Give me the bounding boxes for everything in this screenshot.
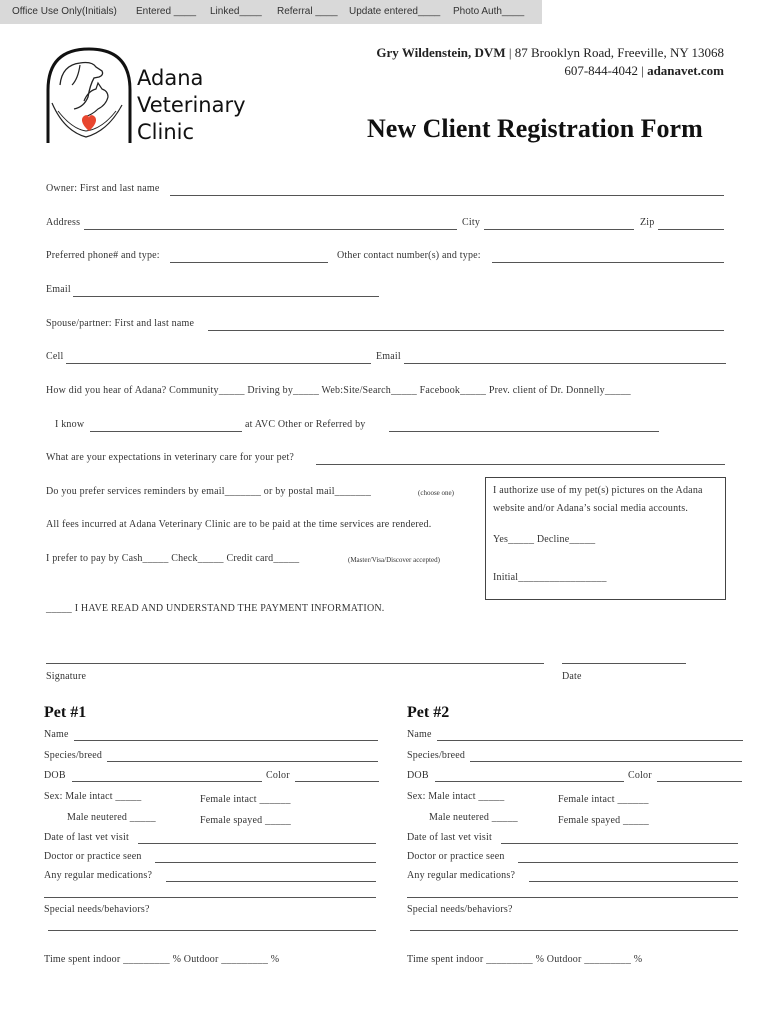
office-use-bar: [0, 0, 542, 24]
city-label: City: [462, 217, 481, 228]
pet-2-name-label: Name: [407, 729, 432, 740]
signature-label: Signature: [46, 671, 87, 682]
pet-1-last-visit-label: Date of last vet visit: [44, 832, 129, 843]
pet-2-female-spayed[interactable]: Female spayed _____: [558, 815, 650, 826]
pet-1-female-intact[interactable]: Female intact ______: [200, 794, 291, 805]
spouse-label: Spouse/partner: First and last name: [46, 318, 195, 329]
payment-preference[interactable]: I prefer to pay by Cash_____ Check_____ Credit card_____: [46, 553, 300, 564]
pet-1-time-spent[interactable]: Time spent indoor _________ % Outdoor _________ %: [44, 954, 280, 965]
pet-2-dob-label: DOB: [407, 770, 429, 781]
phone-label: Preferred phone# and type:: [46, 250, 160, 261]
pet-1-last-visit-field[interactable]: [138, 843, 376, 844]
logo-text-veterinary: Veterinary: [137, 93, 246, 117]
pet-2-meds-field[interactable]: [529, 881, 738, 882]
office-referral[interactable]: Referral ____: [277, 6, 338, 17]
expectations-label: What are your expectations in veterinary care for your pet?: [46, 452, 295, 463]
pet-1-special-field[interactable]: [48, 930, 376, 931]
cell-label: Cell: [46, 351, 64, 362]
clinic-address: | 87 Brooklyn Road, Freeville, NY 13068: [505, 45, 724, 60]
authorization-text-line2: website and/or Adana’s social media accounts.: [493, 503, 689, 514]
email-label: Email: [46, 284, 71, 295]
pet-1-male-intact[interactable]: Sex: Male intact _____: [44, 791, 142, 802]
pet-1-species-label: Species/breed: [44, 750, 103, 761]
pet-2-male-intact[interactable]: Sex: Male intact _____: [407, 791, 505, 802]
pet-1-dob-field[interactable]: [72, 781, 262, 782]
pet-2-last-visit-label: Date of last vet visit: [407, 832, 492, 843]
pet-2-female-intact[interactable]: Female intact ______: [558, 794, 649, 805]
logo-text-clinic: Clinic: [137, 120, 195, 144]
expectations-field[interactable]: [316, 464, 725, 465]
pet-2-last-visit-field[interactable]: [501, 843, 738, 844]
signature-field[interactable]: [46, 663, 544, 664]
pet-1-color-field[interactable]: [295, 781, 379, 782]
pet-1-special-label: Special needs/behaviors?: [44, 904, 150, 915]
pet-1-female-spayed[interactable]: Female spayed _____: [200, 815, 292, 826]
spouse-email-label: Email: [376, 351, 401, 362]
pet-1-dob-label: DOB: [44, 770, 66, 781]
fees-notice: All fees incurred at Adana Veterinary Clinic are to be paid at the time services are rendered.: [46, 519, 432, 530]
yes-decline-options[interactable]: Yes_____ Decline_____: [493, 534, 596, 545]
pet-2-title: Pet #2: [407, 704, 450, 721]
pet-1-doctor-field[interactable]: [155, 862, 376, 863]
owner-name-label: Owner: First and last name: [46, 183, 160, 194]
clinic-website: adanavet.com: [647, 63, 724, 78]
office-update-entered[interactable]: Update entered____: [349, 6, 441, 17]
logo-text-adana: Adana: [137, 66, 204, 90]
zip-field[interactable]: [658, 229, 724, 230]
zip-label: Zip: [640, 217, 655, 228]
clinic-logo: [44, 45, 134, 145]
pet-2-species-field[interactable]: [470, 761, 742, 762]
pet-2-doctor-field[interactable]: [518, 862, 738, 863]
pet-2-time-spent[interactable]: Time spent indoor _________ % Outdoor _________ %: [407, 954, 643, 965]
date-label: Date: [562, 671, 582, 682]
pet-2-species-label: Species/breed: [407, 750, 466, 761]
office-linked[interactable]: Linked____: [210, 6, 262, 17]
pet-1-title: Pet #1: [44, 704, 87, 721]
pet-2-color-label: Color: [628, 770, 652, 781]
clinic-phone: 607-844-4042 |: [564, 63, 648, 78]
pet-1-meds-field-2[interactable]: [44, 897, 376, 898]
office-entered[interactable]: Entered ____: [136, 6, 197, 17]
clinic-contact-info: [376, 44, 724, 80]
pet-1-color-label: Color: [266, 770, 290, 781]
pet-2-special-field[interactable]: [410, 930, 738, 931]
i-know-label: I know: [55, 419, 85, 430]
address-label: Address: [46, 217, 81, 228]
email-field[interactable]: [73, 296, 379, 297]
payment-acknowledgement[interactable]: _____ I HAVE READ AND UNDERSTAND THE PAYMENT INFORMATION.: [46, 603, 385, 614]
authorization-text-line1: I authorize use of my pet(s) pictures on the Adana: [493, 485, 703, 496]
phone-field[interactable]: [170, 262, 328, 263]
pet-1-doctor-label: Doctor or practice seen: [44, 851, 142, 862]
date-field[interactable]: [562, 663, 686, 664]
spouse-email-field[interactable]: [404, 363, 726, 364]
i-know-field[interactable]: [90, 431, 242, 432]
address-field[interactable]: [84, 229, 457, 230]
pet-2-male-neutered[interactable]: Male neutered _____: [429, 812, 518, 823]
pet-1-meds-field[interactable]: [166, 881, 376, 882]
referral-source-question[interactable]: How did you hear of Adana? Community_____ Driving by_____ Web:Site/Search_____ Facebook_____ Prev. client of Dr. Donnelly_____: [46, 385, 631, 396]
pet-1-name-label: Name: [44, 729, 69, 740]
office-use-label: Office Use Only(Initials): [12, 6, 117, 17]
pet-1-species-field[interactable]: [107, 761, 378, 762]
authorization-initial[interactable]: Initial_________________: [493, 572, 607, 583]
pet-1-name-field[interactable]: [74, 740, 378, 741]
owner-name-field[interactable]: [170, 195, 724, 196]
other-contact-field[interactable]: [492, 262, 724, 263]
cards-accepted-note: (Master/Visa/Discover accepted): [348, 556, 440, 564]
referred-by-field[interactable]: [389, 431, 659, 432]
referred-by-label: at AVC Other or Referred by: [245, 419, 366, 430]
pet-1-male-neutered[interactable]: Male neutered _____: [67, 812, 156, 823]
pet-2-meds-field-2[interactable]: [407, 897, 738, 898]
city-field[interactable]: [484, 229, 634, 230]
spouse-field[interactable]: [208, 330, 724, 331]
reminders-preference[interactable]: Do you prefer services reminders by email_______ or by postal mail_______: [46, 486, 372, 497]
office-photo-auth[interactable]: Photo Auth____: [453, 6, 525, 17]
cell-field[interactable]: [66, 363, 371, 364]
form-title: New Client Registration Form: [367, 114, 703, 143]
choose-one-note: (choose one): [418, 489, 454, 497]
pet-2-color-field[interactable]: [657, 781, 742, 782]
photo-authorization-box: [485, 477, 726, 600]
other-contact-label: Other contact number(s) and type:: [337, 250, 481, 261]
pet-1-meds-label: Any regular medications?: [44, 870, 153, 881]
pet-2-dob-field[interactable]: [435, 781, 624, 782]
pet-2-doctor-label: Doctor or practice seen: [407, 851, 505, 862]
pet-2-special-label: Special needs/behaviors?: [407, 904, 513, 915]
pet-2-name-field[interactable]: [437, 740, 743, 741]
pet-2-meds-label: Any regular medications?: [407, 870, 516, 881]
doctor-name: Gry Wildenstein, DVM: [376, 45, 506, 60]
